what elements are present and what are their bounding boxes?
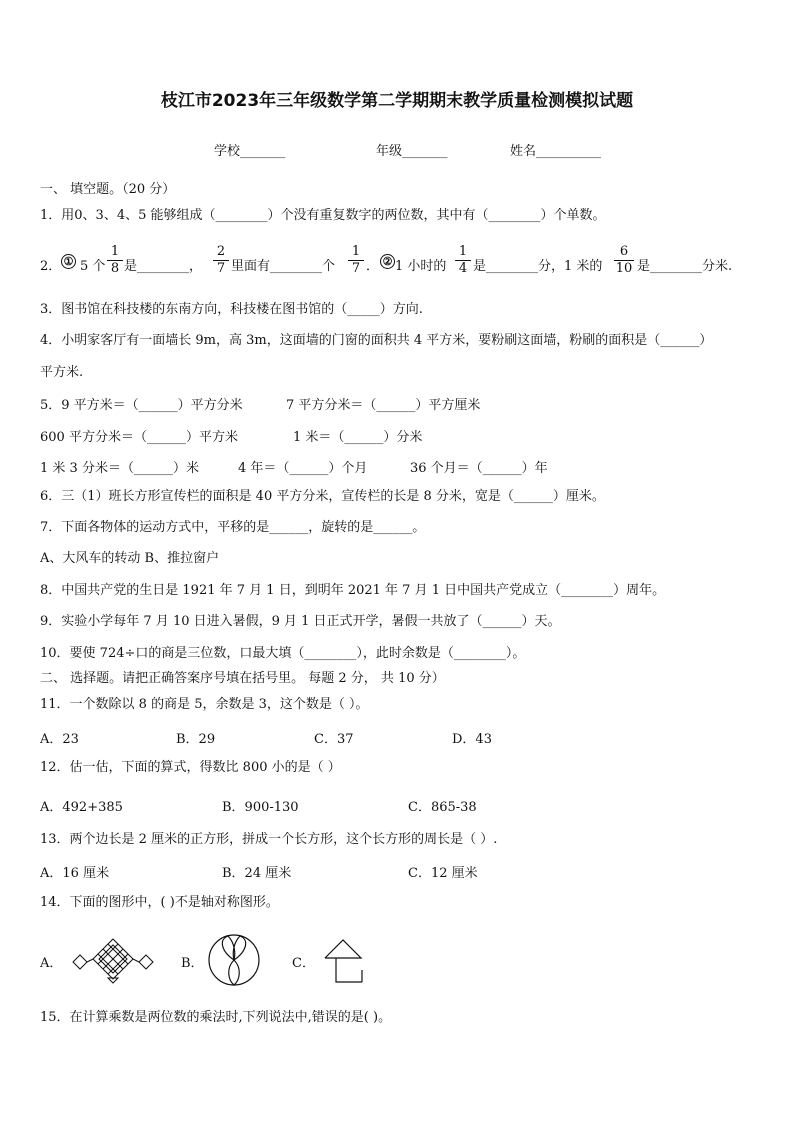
name-field: 姓名__________ bbox=[510, 144, 602, 159]
question-5-row3-b: 4 年＝（______）个月 bbox=[238, 461, 368, 476]
question-13: 13．两个边长是 2 厘米的正方形，拼成一个长方形，这个长方形的周长是（ ）. bbox=[40, 832, 498, 847]
question-6: 6．三（1）班长方形宣传栏的面积是 40 平方分米，宣传栏的长是 8 分米，宽是（______）厘米。 bbox=[40, 489, 605, 504]
school-field: 学校_______ bbox=[214, 144, 286, 159]
q13-option-a: A．16 厘米 bbox=[40, 866, 110, 881]
fraction-6-10: $\frac{6}{10}$ bbox=[615, 244, 633, 276]
question-9: 9．实验小学每年 7 月 10 日进入暑假，9 月 1 日正式开学，暑假一共放了（______）天。 bbox=[40, 614, 561, 629]
circled-1: ① bbox=[60, 254, 77, 269]
q13-option-c: C．12 厘米 bbox=[408, 866, 478, 881]
q2-text-4: ． bbox=[366, 259, 380, 274]
section-1-heading: 一、 填空题。（20 分） bbox=[40, 182, 176, 197]
question-3: 3．图书馆在科技楼的东南方向，科技楼在图书馆的（_____）方向. bbox=[40, 302, 423, 317]
question-14: 14．下面的图形中，( )不是轴对称图形。 bbox=[40, 895, 279, 910]
question-15: 15．在计算乘数是两位数的乘法时,下列说法中,错误的是( )。 bbox=[40, 1010, 392, 1025]
q12-option-c: C．865-38 bbox=[408, 800, 477, 815]
question-12: 12．估一估，下面的算式，得数比 800 小的是（ ） bbox=[40, 760, 341, 775]
circle-petal-figure bbox=[206, 932, 262, 988]
q14-option-c-label: C． bbox=[292, 956, 315, 971]
question-5-row3-a: 1 米 3 分米＝（______）米 bbox=[40, 461, 199, 476]
q14-option-b-label: B． bbox=[181, 956, 204, 971]
q14-option-a-label: A． bbox=[40, 956, 63, 971]
question-5-row3-c: 36 个月＝（______）年 bbox=[410, 461, 548, 476]
fraction-1-7: $\frac{1}{7}$ bbox=[348, 244, 364, 277]
section-2-heading: 二、 选择题。请把正确答案序号填在括号里。 每题 2 分， 共 10 分） bbox=[40, 671, 445, 686]
q2-text-1: 5 个 bbox=[80, 259, 106, 274]
q11-option-d: D．43 bbox=[452, 732, 492, 747]
q12-option-a: A．492+385 bbox=[40, 800, 123, 815]
question-10: 10．要使 724÷口的商是三位数，口最大填（________），此时余数是（________）。 bbox=[40, 646, 526, 661]
q2-text-3: 里面有________个 bbox=[231, 259, 336, 274]
q11-option-a: A．23 bbox=[40, 732, 79, 747]
q2-text-2: 是________， bbox=[124, 259, 203, 274]
question-5-row1-a: 5．9 平方米＝（______）平方分米 bbox=[40, 398, 243, 413]
grade-field: 年级_______ bbox=[376, 144, 448, 159]
question-5-row1-b: 7 平方分米＝（______）平方厘米 bbox=[286, 398, 481, 413]
question-7-options: A、大风车的转动 B、推拉窗户 bbox=[40, 551, 220, 566]
circled-2: ② bbox=[379, 254, 396, 269]
q13-option-b: B．24 厘米 bbox=[222, 866, 292, 881]
question-5-row2-b: 1 米＝（______）分米 bbox=[293, 430, 423, 445]
arrow-shape-figure bbox=[322, 938, 366, 986]
fraction-1-8: $\frac{1}{8}$ bbox=[107, 244, 123, 277]
knot-diamond-figure bbox=[70, 936, 156, 988]
fraction-2-7: $\frac{2}{7}$ bbox=[213, 244, 229, 277]
question-8: 8．中国共产党的生日是 1921 年 7 月 1 日，到明年 2021 年 7 月 1 日中国共产党成立（________）周年。 bbox=[40, 583, 666, 598]
question-7: 7．下面各物体的运动方式中，平移的是______，旋转的是______。 bbox=[40, 520, 426, 535]
question-11: 11．一个数除以 8 的商是 5，余数是 3，这个数是（ ）。 bbox=[40, 697, 369, 712]
question-1: 1．用0、3、4、5 能够组成（________）个没有重复数字的两位数，其中有（________）个单数。 bbox=[40, 208, 606, 223]
question-5-row2-a: 600 平方分米＝（______）平方米 bbox=[40, 430, 238, 445]
question-4-line-1: 4．小明家客厅有一面墙长 9m，高 3m，这面墙的门窗的面积共 4 平方米，要粉刷这面墙，粉刷的面积是（______） bbox=[40, 333, 713, 348]
q11-option-c: C．37 bbox=[314, 732, 354, 747]
fraction-1-4: $\frac{1}{4}$ bbox=[455, 244, 471, 277]
page-title: 枝江市2023年三年级数学第二学期期末教学质量检测模拟试题 bbox=[160, 91, 634, 111]
q2-text-7: 是________分米. bbox=[637, 259, 733, 274]
question-4-line-2: 平方米. bbox=[40, 365, 84, 380]
q2-text-6: 是________分，1 米的 bbox=[473, 259, 603, 274]
q11-option-b: B．29 bbox=[176, 732, 216, 747]
q12-option-b: B．900-130 bbox=[222, 800, 299, 815]
q2-text-5: 1 小时的 bbox=[395, 259, 447, 274]
question-2-number: 2． bbox=[40, 259, 62, 274]
